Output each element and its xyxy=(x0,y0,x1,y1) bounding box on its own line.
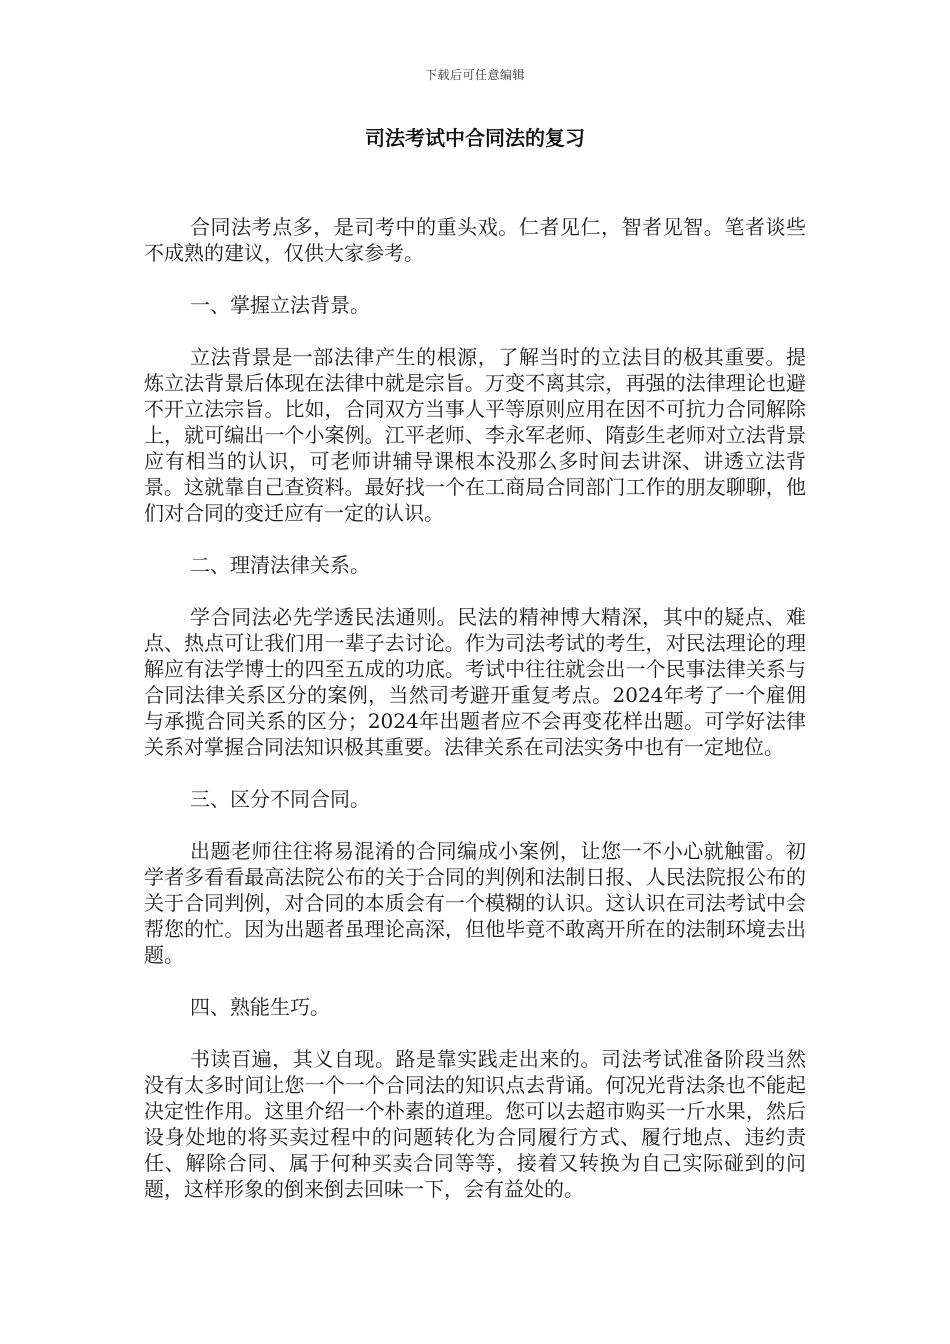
intro-paragraph: 合同法考点多，是司考中的重头戏。仁者见仁，智者见智。笔者谈些不成熟的建议，仅供大家参考。 xyxy=(144,215,806,265)
section-heading-3: 三、区分不同合同。 xyxy=(190,787,370,811)
section-heading-2: 二、理清法律关系。 xyxy=(190,553,370,577)
section-body-1: 立法背景是一部法律产生的根源，了解当时的立法目的极其重要。提炼立法背景后体现在法律中就是宗旨。万变不离其宗，再强的法律理论也避不开立法宗旨。比如，合同双方当事人平等原则应用在因不可抗力合同解除上，就可编出一个小案例。江平老师、李永军老师、隋彭生老师对立法背景应有相当的认识，可老师讲辅导课根本没那么多时间去讲深、讲透立法背景。这就靠自己查资料。最好找一个在工商局合同部门工作的朋友聊聊，他们对合同的变迁应有一定的认识。 xyxy=(144,345,806,525)
section-heading-4: 四、熟能生巧。 xyxy=(190,995,330,1019)
section-heading-1: 一、掌握立法背景。 xyxy=(190,293,370,317)
header-note: 下载后可任意编辑 xyxy=(424,68,525,82)
section-body-3: 出题老师往往将易混淆的合同编成小案例，让您一不小心就触雷。初学者多看看最高法院公布的关于合同的判例和法制日报、人民法院报公布的关于合同判例，对合同的本质会有一个模糊的认识。这认识在司法考试中会帮您的忙。因为出题者虽理论高深，但他毕竟不敢离开所在的法制环境去出题。 xyxy=(144,839,806,967)
document-title: 司法考试中合同法的复习 xyxy=(365,126,585,150)
section-body-4: 书读百遍，其义自现。路是靠实践走出来的。司法考试准备阶段当然没有太多时间让您一个一个合同法的知识点去背诵。何况光背法条也不能起决定性作用。这里介绍一个朴素的道理。您可以去超市购买一斤水果，然后设身处地的将买卖过程中的问题转化为合同履行方式、履行地点、违约责任、解除合同、属于何种买卖合同等等，接着又转换为自己实际碰到的问题，这样形象的倒来倒去回味一下，会有益处的。 xyxy=(144,1047,806,1201)
document-body xyxy=(144,214,806,1228)
section-body-2: 学合同法必先学透民法通则。民法的精神博大精深，其中的疑点、难点、热点可让我们用一辈子去讨论。作为司法考试的考生，对民法理论的理解应有法学博士的四至五成的功底。考试中往往就会出一个民事法律关系与合同法律关系区分的案例，当然司考避开重复考点。2024年考了一个雇佣与承揽合同关系的区分；2024年出题者应不会再变花样出题。可学好法律关系对掌握合同法知识极其重要。法律关系在司法实务中也有一定地位。 xyxy=(144,605,806,759)
